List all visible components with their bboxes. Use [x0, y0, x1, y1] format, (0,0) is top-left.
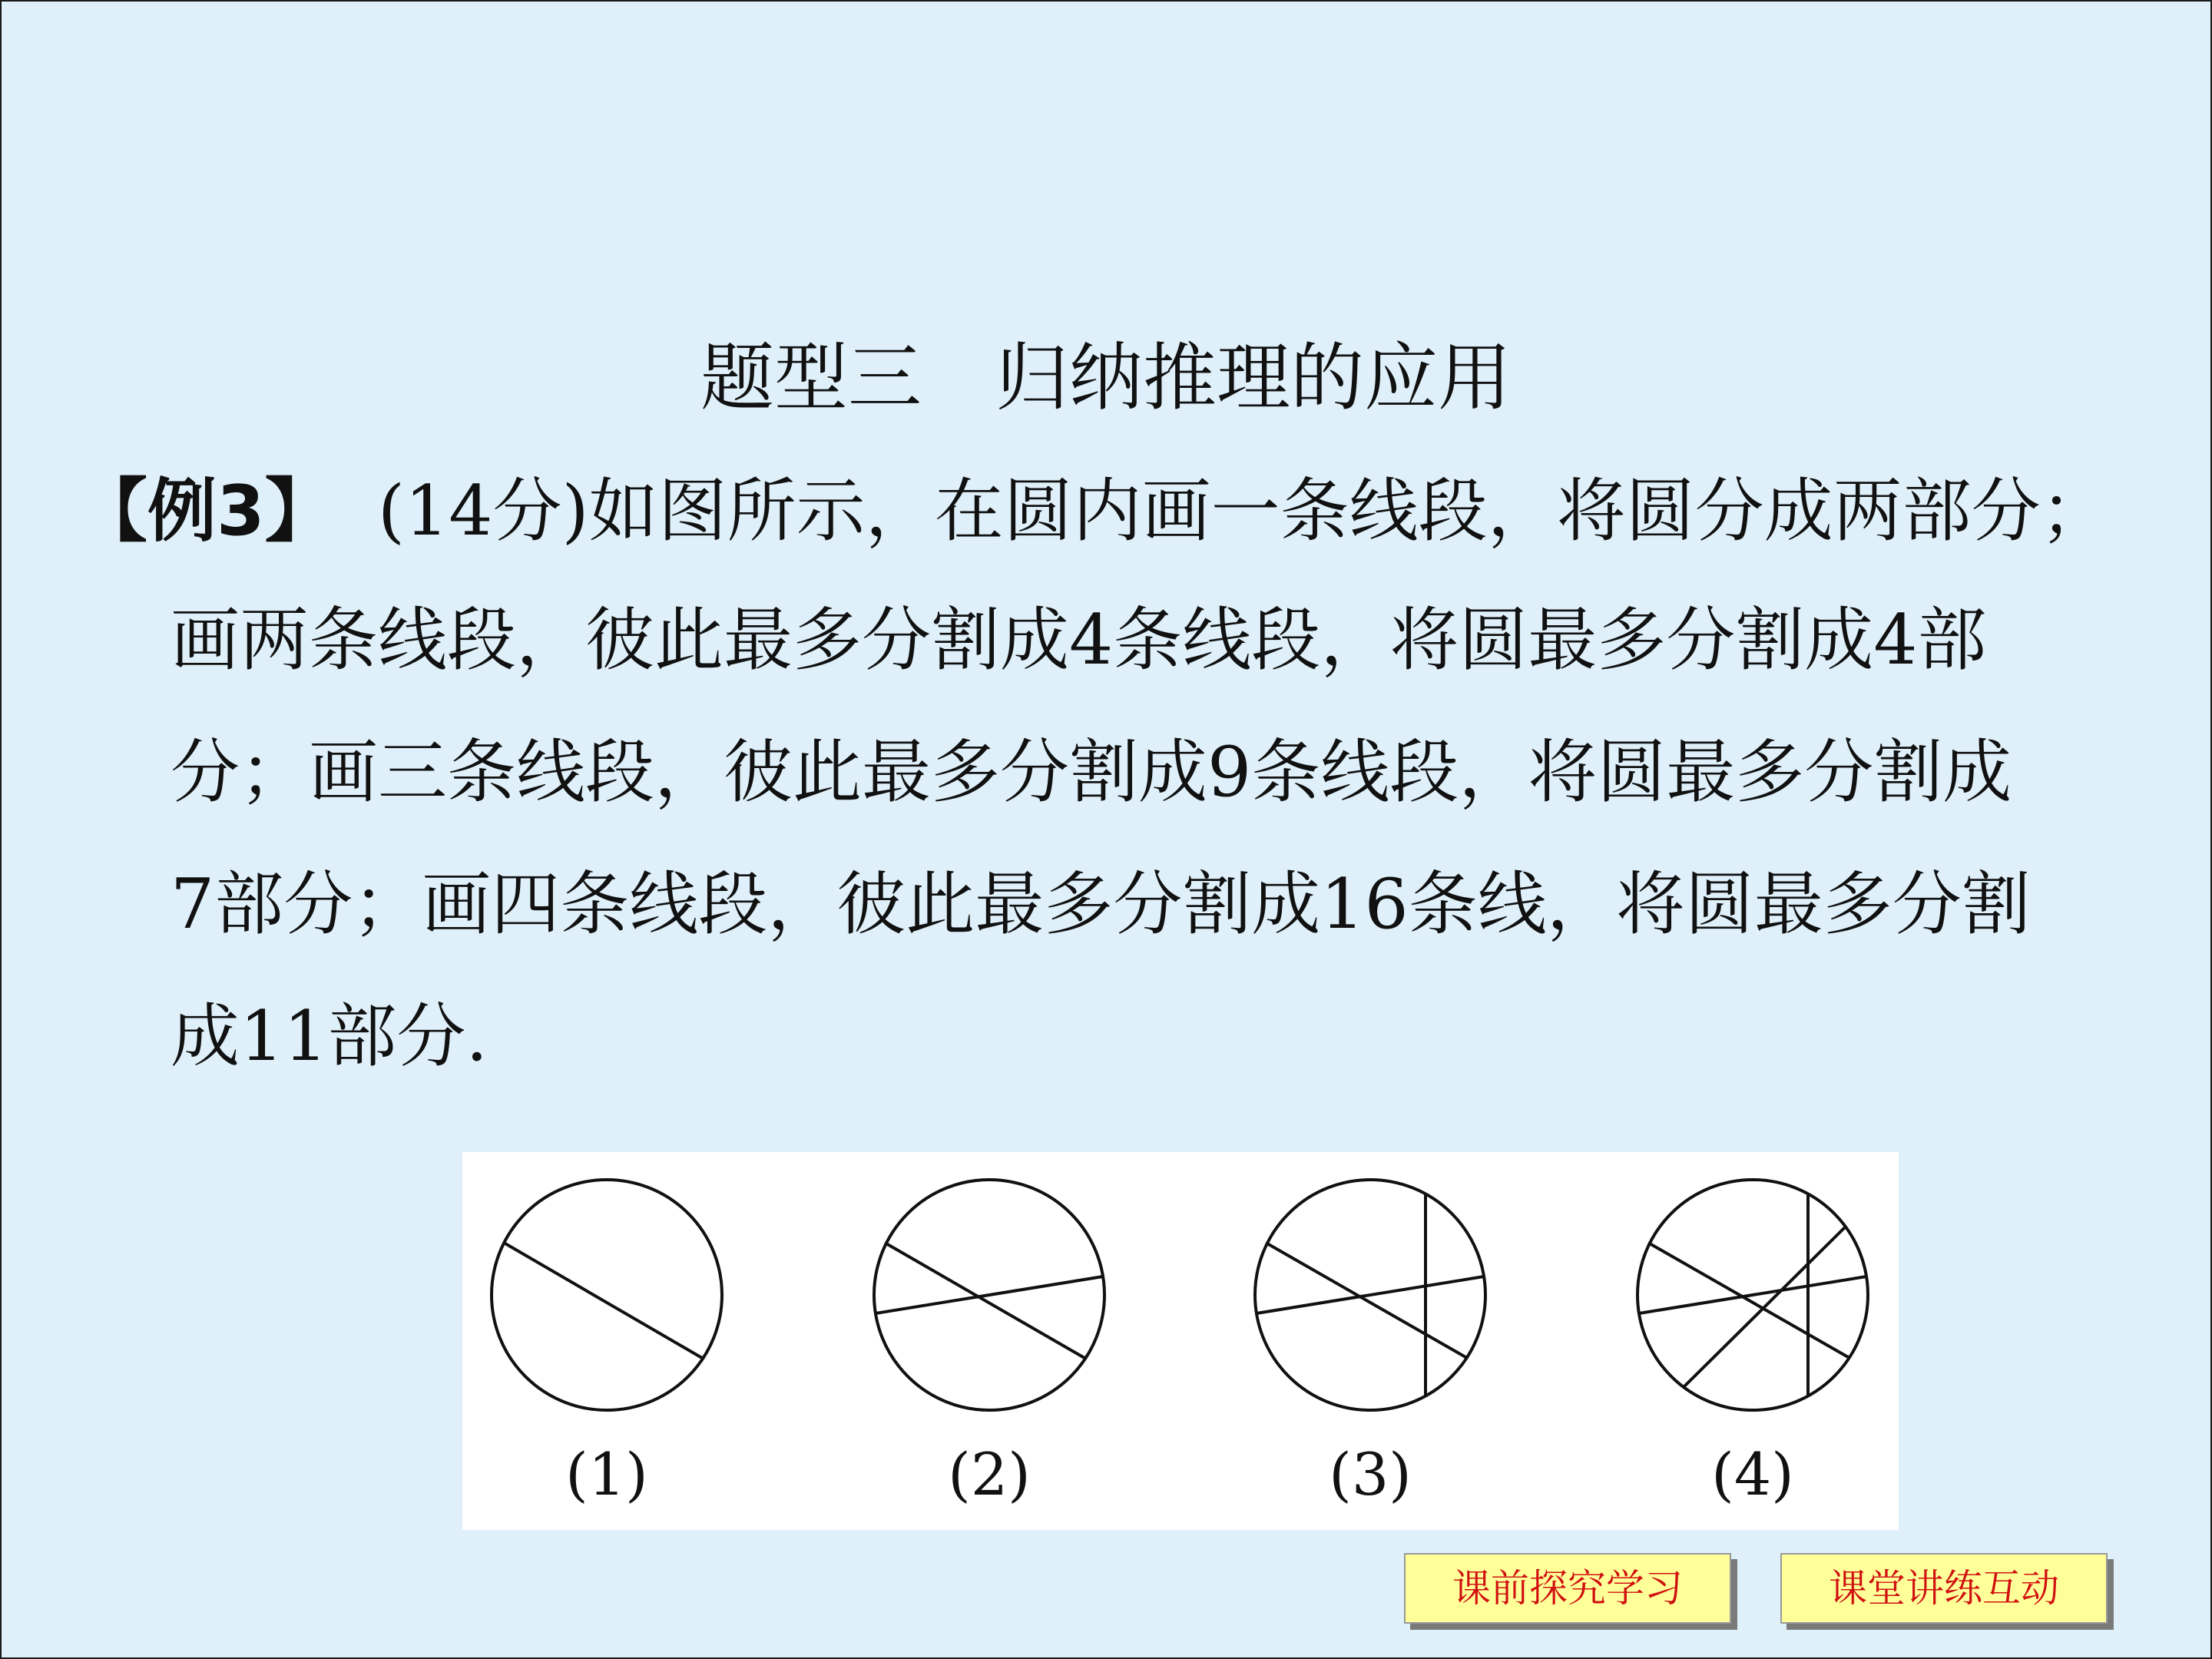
example-line-4: 7部分；画四条线段，彼此最多分割成16条线，将圆最多分割: [171, 864, 2031, 945]
circle-figures: [462, 1152, 1899, 1530]
circle-2-chord-2: [876, 1277, 1103, 1313]
example-label: 【例3】: [78, 471, 334, 551]
section-title: 题型三 归纳推理的应用: [700, 335, 1512, 421]
example-text-1: (14分)如图所示，在圆内画一条线段，将圆分成两部分；: [333, 471, 2110, 551]
circle-3-chord-1: [1266, 1243, 1467, 1358]
circle-1-chord-1: [504, 1243, 702, 1358]
circle-4-chord-1: [1648, 1243, 1849, 1358]
circle-2-chord-1: [885, 1243, 1084, 1358]
circle-4-chord-4: [1684, 1226, 1846, 1387]
figure-label-3: (3): [1329, 1440, 1412, 1508]
circle-3-chord-2: [1257, 1277, 1484, 1313]
figure-label-4: (4): [1711, 1440, 1794, 1508]
circle-4-chord-2: [1639, 1277, 1866, 1313]
example-line-3: 分；画三条线段，彼此最多分割成9条线段，将圆最多分割成: [171, 732, 2012, 813]
next-section-button[interactable]: 课堂讲练互动: [1780, 1553, 2108, 1624]
example-line-1: [78, 465, 2198, 558]
example-line-2: 画两条线段，彼此最多分割成4条线段，将圆最多分割成4部: [171, 600, 1987, 680]
example-line-5: 成11部分.: [171, 996, 488, 1077]
circle-1: [492, 1180, 722, 1410]
prev-section-button[interactable]: 课前探究学习: [1404, 1553, 1731, 1624]
figure-label-2: (2): [948, 1440, 1031, 1508]
figure-label-1: (1): [565, 1440, 648, 1508]
